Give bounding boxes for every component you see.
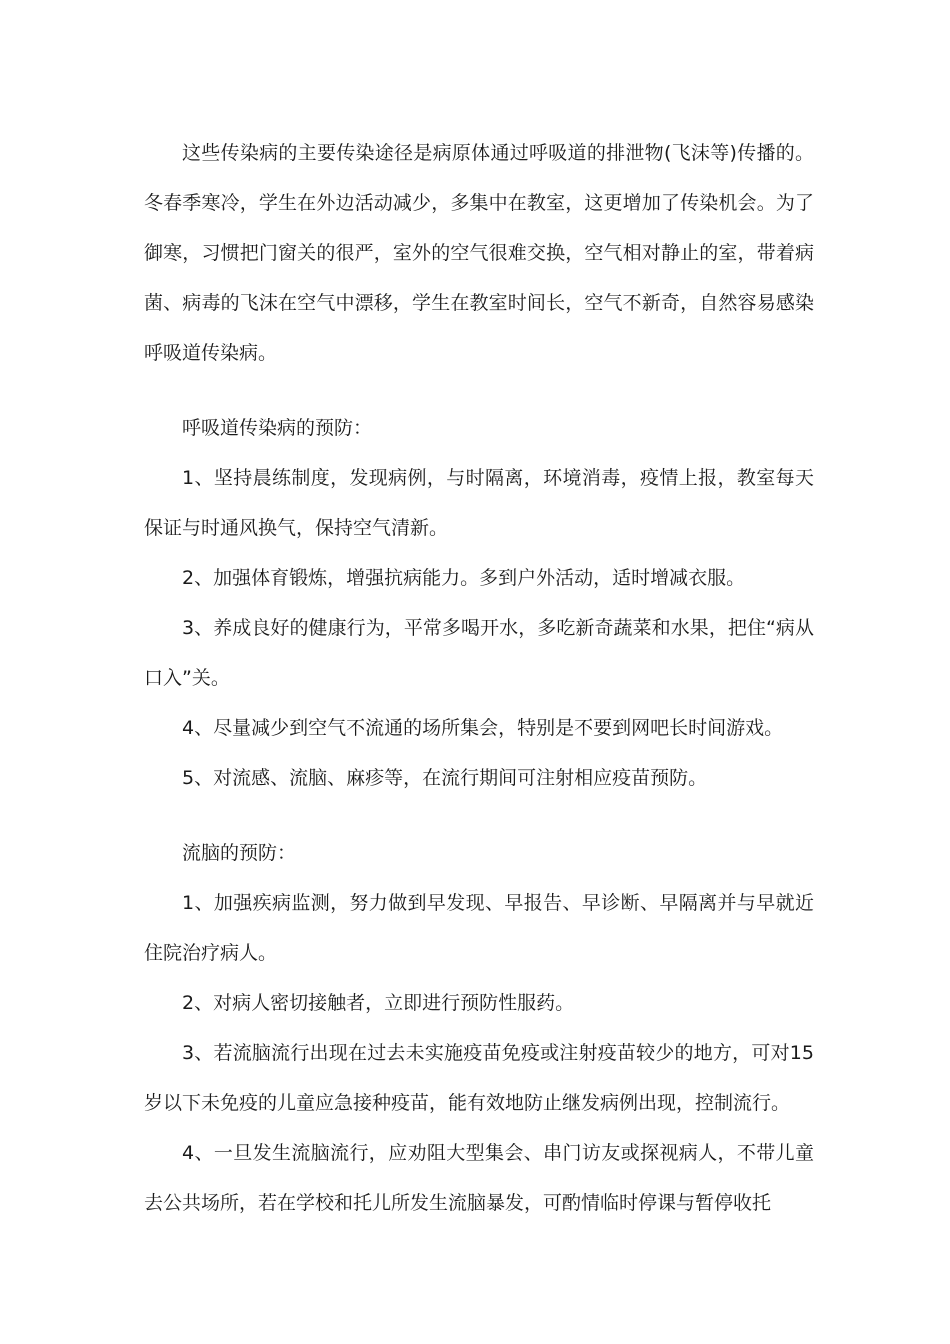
list-item-4: 4、尽量减少到空气不流通的场所集会，特别是不要到网吧长时间游戏。 [182,717,784,739]
heading-respiratory-prevention: 呼吸道传染病的预防： [182,417,373,439]
list-item-4: 4、一旦发生流脑流行，应劝阻大型集会、串门访友或探视病人，不带儿童去公共场所，若在学校和托儿所发生流脑暴发，可酌情临时停课与暂停收托 [144,1142,814,1214]
list-item-2: 2、对病人密切接触者，立即进行预防性服药。 [182,992,575,1014]
list-item-5: 5、对流感、流脑、麻疹等，在流行期间可注射相应疫苗预防。 [182,767,708,789]
list-item-3: 3、养成良好的健康行为，平常多喝开水，多吃新奇蔬菜和水果，把住“病从口入”关。 [144,617,814,689]
paragraph-transmission: 这些传染病的主要传染途径是病原体通过呼吸道的排泄物(飞沫等)传播的。冬春季寒冷，学生在外边活动减少，多集中在教室，这更增加了传染机会。为了御寒，习惯把门窗关的很严，室外的空气很难交换，空气相对静止的室，带着病菌、病毒的飞沫在空气中漂移，学生在教室时间长，空气不新奇，自然容易感染呼吸道传染病。 [144,142,814,364]
heading-meningitis-prevention: 流脑的预防： [182,842,297,864]
list-item-1: 1、坚持晨练制度，发现病例，与时隔离，环境消毒，疫情上报，教室每天保证与时通风换气，保持空气清新。 [144,467,814,539]
document-body [144,128,814,1228]
paragraph-spacer [144,378,814,403]
list-item-3: 3、若流脑流行出现在过去未实施疫苗免疫或注射疫苗较少的地方，可对15 岁以下未免疫的儿童应急接种疫苗，能有效地防止继发病例出现，控制流行。 [144,1042,814,1114]
list-item-2: 2、加强体育锻炼，增强抗病能力。多到户外活动，适时增减衣服。 [182,567,746,589]
list-item-1: 1、加强疾病监测，努力做到早发现、早报告、早诊断、早隔离并与早就近住院治疗病人。 [144,892,814,964]
paragraph-spacer [144,803,814,828]
